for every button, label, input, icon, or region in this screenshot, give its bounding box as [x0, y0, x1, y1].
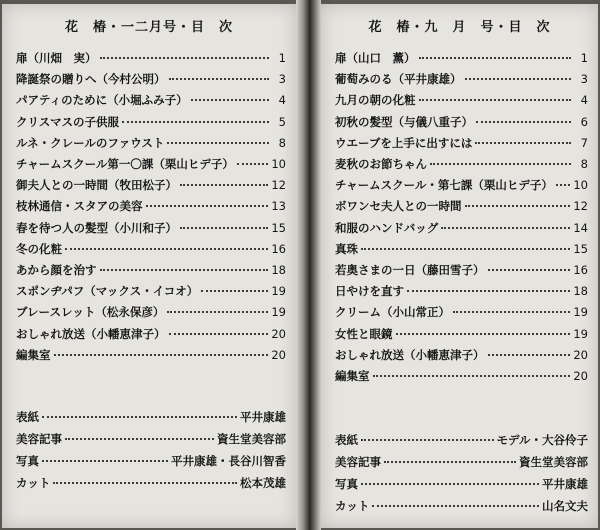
credit-name: 平井康雄 [542, 477, 588, 491]
toc-entry [16, 135, 286, 155]
toc-entry-page: 1 [278, 51, 286, 65]
toc-entry-title: 扉（川畑 実） [16, 51, 97, 65]
credit-name: 山名文夫 [542, 499, 588, 513]
toc-entry-title: 編集室 [16, 347, 51, 362]
dot-leader [372, 505, 539, 507]
toc-entry [335, 220, 588, 240]
toc-entry [335, 177, 588, 197]
credit-role: 写真 [16, 454, 39, 468]
dot-leader [373, 375, 571, 377]
toc-entry-page: 7 [580, 135, 588, 150]
toc-entry [335, 114, 588, 134]
toc-entry-page: 12 [573, 199, 588, 214]
toc-entry-page: 13 [271, 199, 286, 214]
dot-leader [65, 248, 268, 250]
dot-leader [122, 121, 269, 123]
left-page-header: 花 椿・一二月号・目 次 [64, 20, 233, 35]
dot-leader [488, 354, 571, 356]
toc-entry-page: 19 [271, 284, 286, 299]
toc-entry [335, 135, 588, 155]
toc-entry-title: ウエーブを上手に出すには [335, 135, 473, 150]
toc-entry [16, 326, 286, 346]
toc-entry-page: 20 [271, 347, 286, 362]
dot-leader [361, 248, 570, 250]
toc-entry [16, 71, 286, 91]
toc-entry-title: 冬の化粧 [16, 241, 62, 256]
toc-entry-title: 編集室 [335, 369, 370, 383]
dot-leader [65, 438, 214, 440]
toc-entry-title: クリスマスの子供服 [16, 114, 120, 129]
dot-leader [191, 99, 269, 101]
toc-entry-page: 8 [278, 135, 286, 150]
toc-entry [335, 241, 588, 261]
toc-entry-title: 真珠 [335, 241, 358, 256]
toc-entry-page: 4 [278, 93, 286, 108]
toc-entry-title: 御夫人との一時間（牧田松子） [16, 178, 177, 193]
dot-leader [53, 482, 237, 484]
credit-role: 表紙 [16, 410, 39, 424]
toc-entry-title: クリーム（小山常正） [335, 305, 450, 320]
toc-entry [16, 262, 286, 282]
credit-name: モデル・大谷伶子 [496, 433, 588, 447]
toc-entry [335, 262, 588, 282]
dot-leader [361, 439, 494, 441]
toc-entry [16, 283, 286, 303]
toc-entry-title: 女性と眼鏡 [335, 326, 393, 341]
toc-entry [335, 347, 588, 367]
dot-leader [407, 290, 570, 292]
toc-entry-page: 19 [573, 305, 588, 320]
dot-leader [361, 483, 539, 485]
credit-name: 平井康雄 [240, 410, 286, 424]
toc-entry-title: チャームスクール第一〇課（栗山ヒデ子） [16, 157, 234, 171]
credit-entry [16, 453, 286, 473]
credit-name: 松本茂雄 [240, 476, 286, 490]
toc-entry [335, 71, 588, 91]
dot-leader [488, 269, 571, 271]
credit-entry [16, 475, 286, 495]
toc-entry-page: 15 [573, 241, 588, 256]
dot-leader [100, 57, 270, 59]
toc-entry [16, 50, 286, 70]
toc-entry-title: 春を待つ人の髪型（小川和子） [16, 220, 177, 235]
toc-entry [16, 347, 286, 367]
credit-entry [16, 431, 286, 451]
right-page-header: 花 椿・九 月 号・目 次 [368, 20, 551, 35]
dot-leader [180, 227, 268, 229]
credit-role: 写真 [335, 477, 358, 491]
toc-entry [335, 198, 588, 218]
dot-leader [441, 227, 570, 229]
toc-entry-page: 10 [573, 178, 588, 193]
toc-entry-title: 若奥さまの一日（藤田雪子） [335, 263, 485, 277]
toc-entry [335, 156, 588, 176]
toc-entry-title: チャームスクール・第七課（栗山ヒデ子） [335, 178, 553, 193]
dot-leader [465, 78, 572, 80]
toc-entry-page: 14 [573, 220, 588, 235]
toc-entry [16, 304, 286, 324]
dot-leader [475, 142, 571, 144]
toc-entry-title: ブレースレット（松永保彦） [16, 305, 165, 320]
right-page [321, 4, 598, 528]
toc-entry-title: 降誕祭の贈りへ（今村公明） [16, 72, 166, 87]
toc-entry [16, 156, 286, 176]
credit-role: 美容記事 [16, 432, 62, 446]
toc-entry-page: 8 [580, 157, 588, 171]
toc-entry-page: 20 [573, 347, 588, 362]
toc-entry [16, 220, 286, 240]
toc-entry [16, 177, 286, 197]
dot-leader [146, 205, 269, 207]
dot-leader [556, 184, 570, 186]
toc-entry-page: 3 [580, 72, 588, 87]
toc-entry-title: あから顔を治す [16, 263, 97, 277]
dot-leader [169, 78, 270, 80]
toc-entry-title: パアティのために（小堀ふみ子） [16, 93, 188, 108]
toc-entry-page: 18 [271, 263, 286, 277]
toc-entry [16, 198, 286, 218]
toc-entry-page: 4 [580, 93, 588, 108]
toc-entry-page: 12 [271, 178, 286, 193]
toc-entry-title: 和服のハンドバッグ [335, 220, 439, 235]
dot-leader [42, 416, 237, 418]
dot-leader [384, 461, 516, 463]
toc-entry-page: 18 [573, 284, 588, 299]
toc-entry-title: 枝林通信・スタアの美容 [16, 199, 143, 214]
toc-entry-page: 3 [278, 72, 286, 87]
toc-entry-page: 5 [278, 114, 286, 129]
credit-entry [335, 454, 588, 474]
toc-entry-page: 15 [271, 220, 286, 235]
dot-leader [180, 184, 268, 186]
credit-name: 平井康雄・長谷川智香 [171, 454, 286, 468]
toc-entry-title: 九月の朝の化粧 [335, 93, 416, 108]
toc-entry-title: おしゃれ放送（小幡恵津子） [16, 326, 166, 341]
toc-entry-page: 1 [580, 51, 588, 65]
dot-leader [396, 333, 571, 335]
toc-entry-title: 初秋の髪型（与儀八重子） [335, 114, 473, 129]
toc-entry [335, 326, 588, 346]
credit-role: カット [335, 499, 370, 513]
credit-entry [335, 476, 588, 496]
credit-name: 資生堂美容部 [519, 455, 588, 469]
toc-entry-page: 10 [271, 157, 286, 171]
dot-leader [465, 205, 571, 207]
credit-role: 美容記事 [335, 455, 381, 469]
credit-name: 資生堂美容部 [217, 432, 286, 446]
dot-leader [476, 121, 571, 123]
dot-leader [201, 290, 268, 292]
toc-entry [16, 114, 286, 134]
left-page [2, 4, 296, 528]
toc-entry-title: ルネ・クレールのファウスト [16, 135, 165, 150]
toc-entry-page: 6 [580, 114, 588, 129]
dot-leader [167, 142, 269, 144]
toc-entry-page: 19 [271, 305, 286, 320]
toc-entry-page: 16 [573, 263, 588, 277]
dot-leader [237, 163, 268, 165]
dot-leader [419, 99, 572, 101]
dot-leader [419, 57, 572, 59]
toc-entry [335, 92, 588, 112]
credit-role: 表紙 [335, 433, 358, 447]
credit-entry [16, 409, 286, 429]
toc-entry-page: 20 [573, 369, 588, 383]
credit-role: カット [16, 476, 51, 490]
dot-leader [167, 311, 268, 313]
dot-leader [169, 333, 269, 335]
toc-entry-title: スポンヂパフ（マックス・イコオ） [16, 284, 199, 299]
toc-entry-title: 麦秋のお節ちゃん [335, 157, 427, 171]
toc-entry-title: 葡萄みのる（平井康雄） [335, 72, 462, 87]
dot-leader [453, 311, 570, 313]
dot-leader [100, 269, 269, 271]
book-gutter [296, 0, 321, 530]
toc-entry [16, 241, 286, 261]
toc-entry [16, 92, 286, 112]
toc-entry [335, 304, 588, 324]
toc-entry-page: 20 [271, 326, 286, 341]
toc-entry-title: ボワンセ夫人との一時間 [335, 199, 462, 214]
toc-entry-page: 19 [573, 326, 588, 341]
dot-leader [42, 460, 168, 462]
toc-entry-title: 扉（山口 薫） [335, 51, 416, 65]
toc-entry-title: おしゃれ放送（小幡恵津子） [335, 347, 485, 362]
toc-entry [335, 50, 588, 70]
toc-entry-page: 16 [271, 241, 286, 256]
dot-leader [430, 163, 571, 165]
credit-entry [335, 432, 588, 452]
credit-entry [335, 498, 588, 518]
toc-entry [335, 368, 588, 388]
toc-entry-title: 日やけを直す [335, 284, 404, 299]
toc-entry [335, 283, 588, 303]
dot-leader [54, 354, 269, 356]
